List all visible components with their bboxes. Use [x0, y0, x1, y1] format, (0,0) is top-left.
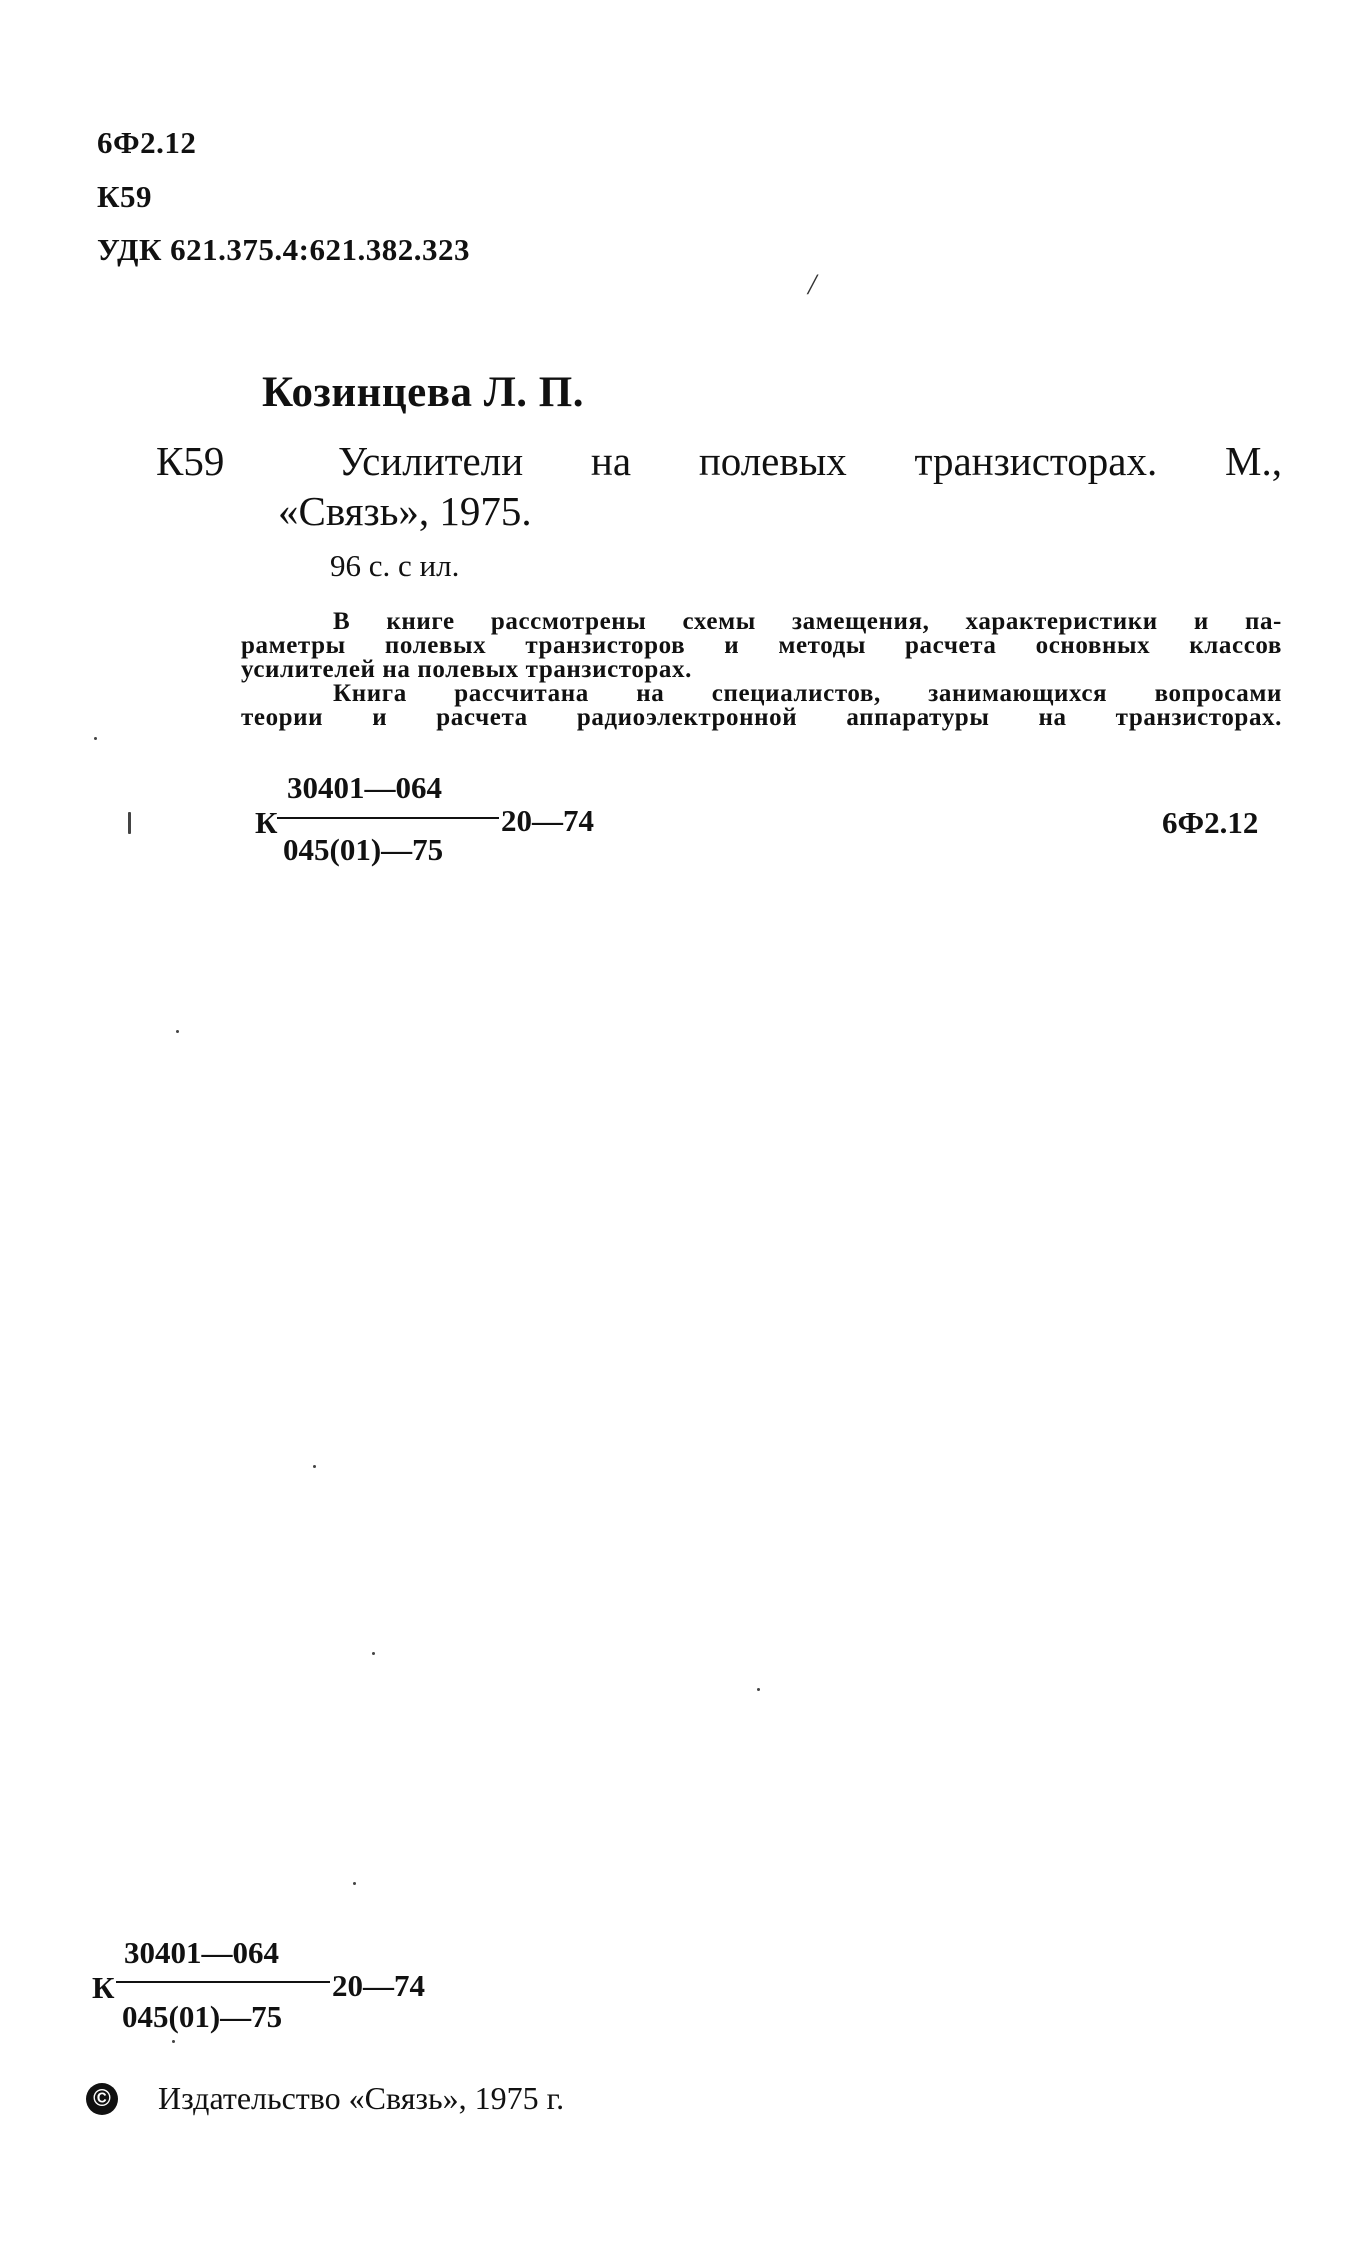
scan-speck	[172, 2040, 175, 2043]
copyright-icon: ©	[86, 2083, 118, 2115]
copyright-text: Издательство «Связь», 1975 г.	[158, 2080, 565, 2116]
stray-mark: /	[808, 268, 817, 301]
annotation-line: теории и расчета радиоэлектронной аппаратуры на транзисторах.	[241, 704, 1282, 731]
annotation-line: В книге рассмотрены схемы замещения, характеристики и па-	[333, 608, 1282, 635]
author-mark: К59	[97, 179, 152, 214]
classification-right: 6Ф2.12	[1162, 805, 1259, 840]
fraction-denominator: 045(01)—75	[122, 1999, 283, 2034]
fraction-suffix: 20—74	[332, 1968, 425, 2003]
fraction-letter: К	[92, 1970, 115, 2005]
title-line-1	[338, 437, 1282, 485]
scan-speck	[353, 1882, 356, 1885]
fraction-denominator: 045(01)—75	[283, 832, 444, 867]
title-word: Усилители	[338, 438, 524, 484]
title-word: на	[590, 438, 632, 484]
catalog-code: К59	[156, 438, 225, 484]
fraction-numerator: 30401—064	[287, 770, 442, 805]
catalog-fraction-footer	[92, 1935, 472, 2045]
title-line-2: «Связь», 1975.	[278, 488, 532, 534]
scan-speck	[313, 1465, 316, 1468]
udc-code: УДК 621.375.4:621.382.323	[97, 232, 470, 267]
catalog-fraction-card	[255, 770, 635, 880]
annotation-line: Книга рассчитана на специалистов, занимающихся вопросами	[333, 680, 1282, 707]
title-word: полевых	[698, 438, 847, 484]
fraction-bar	[277, 817, 499, 819]
title-word: транзисторах.	[914, 438, 1158, 484]
author-name: Козинцева Л. П.	[262, 369, 584, 416]
fraction-numerator: 30401—064	[124, 1935, 279, 1970]
bbk-index: 6Ф2.12	[97, 125, 197, 160]
fraction-letter: К	[255, 805, 278, 840]
scan-speck	[372, 1652, 375, 1655]
annotation-line: усилителей на полевых транзисторах.	[241, 656, 692, 683]
copyright-line	[86, 2080, 564, 2117]
fraction-bar	[116, 1981, 330, 1983]
fraction-suffix: 20—74	[501, 803, 594, 838]
page-count: 96 с. с ил.	[330, 548, 460, 583]
annotation	[241, 610, 1282, 730]
scan-speck	[757, 1688, 760, 1691]
scan-speck	[128, 812, 131, 834]
annotation-line: раметры полевых транзисторов и методы расчета основных классов	[241, 632, 1282, 659]
scan-speck	[176, 1030, 179, 1033]
title-word: М.,	[1225, 438, 1282, 484]
scan-speck	[94, 737, 97, 740]
